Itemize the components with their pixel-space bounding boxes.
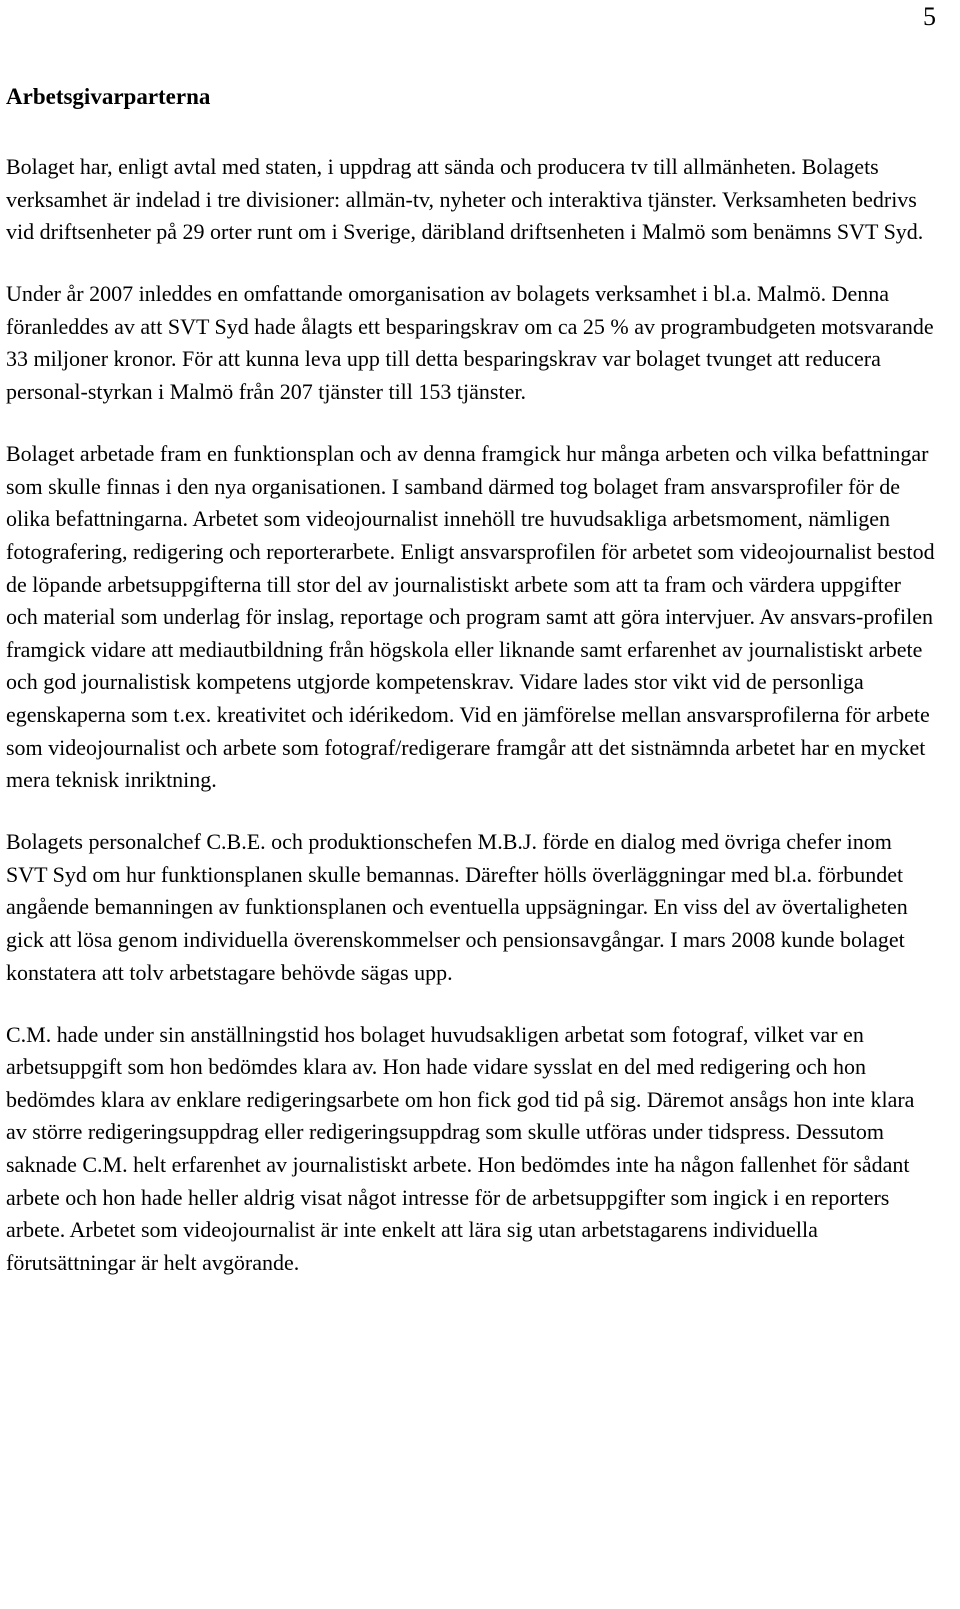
page-number: 5 [923,2,936,31]
document-body [6,82,936,1279]
paragraph-1: Bolaget har, enligt avtal med staten, i uppdrag att sända och producera tv till allmänheten. Bolagets verksamhet är indelad i tre divisioner: allmän-tv, nyheter och interaktiva tjänster. Verksamheten bedrivs vid driftsenheter på 29 orter runt om i Sverige, däribland driftsenheten i Malmö som benämns SVT Syd. [6,154,924,245]
paragraph-4: Bolagets personalchef C.B.E. och produktionschefen M.B.J. förde en dialog med övriga chefer inom SVT Syd om hur funktionsplanen skulle bemannas. Därefter hölls överläggningar med bl.a. förbundet angående bemanningen av funktionsplanen och eventuella uppsägningar. En viss del av övertaligheten gick att lösa genom individuella överenskommelser och pensionsavgångar. I mars 2008 kunde bolaget konstatera att tolv arbetstagare behövde sägas upp. [6,829,908,985]
section-heading: Arbetsgivarparterna [6,84,211,109]
paragraph-2: Under år 2007 inleddes en omfattande omorganisation av bolagets verksamhet i bl.a. Malmö. Denna föranleddes av att SVT Syd hade ålagts ett besparingskrav om ca 25 % av programbudgeten motsvarande 33 miljoner kronor. För att kunna leva upp till detta besparingskrav var bolaget tvunget att reducera personal-styrkan i Malmö från 207 tjänster till 153 tjänster. [6,281,934,405]
paragraph-3: Bolaget arbetade fram en funktionsplan och av denna framgick hur många arbeten och vilka befattningar som skulle finnas i den nya organisationen. I samband därmed tog bolaget fram ansvarsprofiler för de olika befattningarna. Arbetet som videojournalist innehöll tre huvudsakliga arbetsmoment, nämligen fotografering, redigering och reporterarbete. Enligt ansvarsprofilen för arbetet som videojournalist bestod de löpande arbetsuppgifterna till stor del av journalistiskt arbete som att ta fram och värdera uppgifter och material som underlag för inslag, reportage och program samt att göra intervjuer. Av ansvars-profilen framgick vidare att mediautbildning från högskola eller liknande samt erfarenhet av journalistiskt arbete och god journalistisk kompetens utgjorde kompetenskrav. Vidare lades stor vikt vid de personliga egenskaperna som t.ex. kreativitet och idérikedom. Vid en jämförelse mellan ansvarsprofilerna för arbete som videojournalist och arbete som fotograf/redigerare framgår att det sistnämnda arbetet har en mycket mera teknisk inriktning. [6,441,935,793]
paragraph-5: C.M. hade under sin anställningstid hos bolaget huvudsakligen arbetat som fotograf, vilket var en arbetsuppgift som hon bedömdes klara av. Hon hade vidare sysslat en del med redigering och hon bedömdes klara av enklare redigeringsarbete om hon fick god tid på sig. Däremot ansågs hon inte klara av större redigeringsuppdrag eller redigeringsuppdrag som skulle utföras under tidspress. Dessutom saknade C.M. helt erfarenhet av journalistiskt arbete. Hon bedömdes inte ha någon fallenhet för sådant arbete och hon hade heller aldrig visat något intresse för de arbetsuppgifter som ingick i en reporters arbete. Arbetet som videojournalist är inte enkelt att lära sig utan arbetstagarens individuella förutsättningar är helt avgörande. [6,1021,915,1275]
